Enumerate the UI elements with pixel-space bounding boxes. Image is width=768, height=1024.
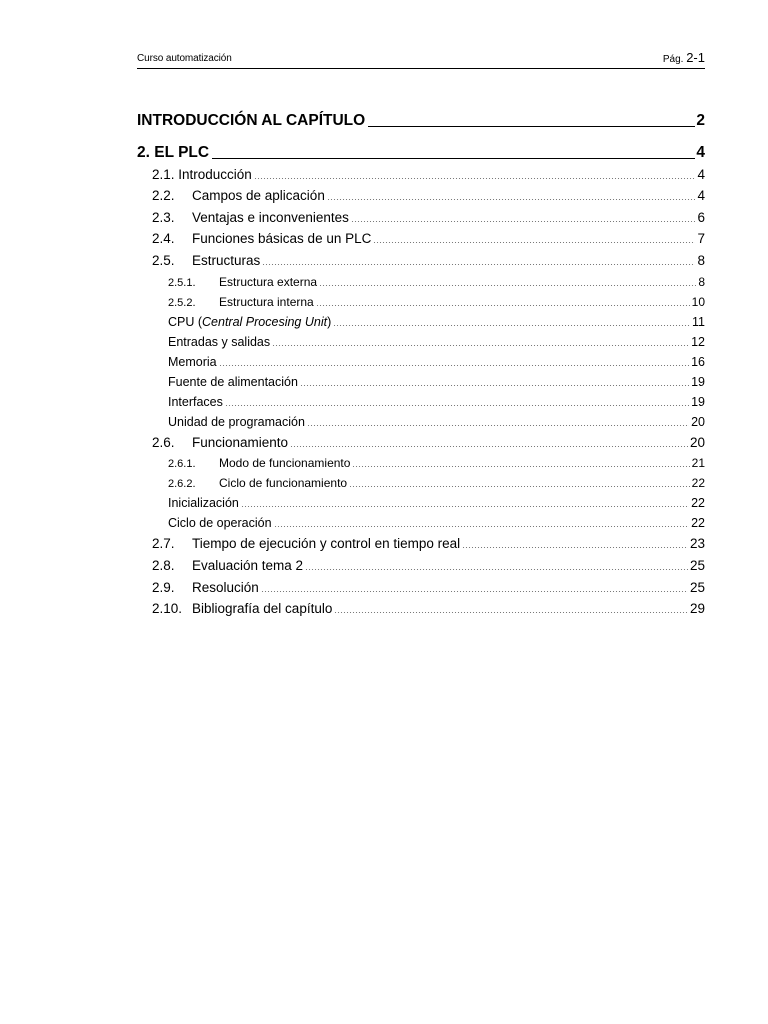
toc-entry-title: Entradas y salidas: [168, 335, 271, 349]
toc-entry-label: [168, 415, 305, 429]
toc-entry-intro-cap[interactable]: [137, 112, 705, 130]
toc-leader-dots: [305, 569, 688, 570]
toc-entry-title-italic: Central Procesing Unit: [202, 315, 328, 329]
toc-entry-title: Funciones básicas de un PLC: [192, 231, 372, 246]
toc-entry-label: [152, 558, 303, 573]
toc-entry-label: [168, 496, 239, 510]
toc-entry-title: Bibliografía del capítulo: [192, 601, 333, 616]
toc-entry-title: Campos de aplicación: [192, 188, 325, 203]
header-page-prefix: Pág.: [662, 54, 687, 65]
toc-entry-s2-5-1[interactable]: [168, 275, 705, 289]
toc-entry-s2-6-2[interactable]: [168, 476, 705, 490]
toc-leader-dots: [300, 385, 689, 386]
toc-entry-number: 2.5.2.: [168, 297, 196, 309]
toc-entry-interfaces[interactable]: [168, 395, 705, 409]
toc-entry-ciclo-op[interactable]: [168, 516, 705, 530]
toc-entry-label: [168, 476, 347, 490]
toc-entry-page: 4: [697, 167, 705, 182]
toc-entry-label: [168, 295, 314, 309]
toc-entry-page: 22: [691, 516, 705, 530]
toc-leader-dots: [261, 591, 688, 592]
toc-leader-dots: [225, 405, 689, 406]
toc-entry-page: 11: [692, 315, 705, 329]
toc-entry-label: [137, 144, 209, 162]
toc-entry-page: 20: [691, 415, 705, 429]
toc-entry-label: [168, 516, 272, 530]
header-course-title: Curso automatización: [137, 53, 232, 64]
toc-entry-page: 19: [691, 395, 705, 409]
toc-entry-label: [152, 231, 371, 246]
toc-entry-number: 2.8.: [152, 558, 175, 573]
toc-entry-title: CPU (: [168, 315, 203, 329]
toc-entry-page: 21: [691, 456, 705, 470]
toc-entry-page: 4: [696, 144, 705, 161]
toc-leader-dots: [241, 506, 689, 507]
toc-entry-title: Fuente de alimentación: [168, 375, 298, 389]
toc-entry-label: [168, 395, 223, 409]
toc-entry-label: [152, 167, 252, 182]
toc-entry-page: 12: [691, 335, 705, 349]
header-page-num: 2-1: [686, 50, 705, 65]
toc-leader-line: [368, 125, 695, 127]
toc-leader-dots: [462, 547, 688, 548]
toc-entry-s2-10[interactable]: [152, 601, 705, 616]
toc-entry-page: 4: [697, 188, 705, 203]
toc-entry-title: 2.1. Introducción: [152, 167, 252, 182]
toc-entry-page: 7: [697, 231, 705, 246]
toc-entry-title: Ciclo de operación: [168, 516, 272, 530]
toc-entry-inicializacion[interactable]: [168, 496, 705, 510]
toc-entry-label: [168, 375, 298, 389]
toc-leader-dots: [290, 446, 688, 447]
toc-entry-number: 2.5.: [152, 253, 175, 268]
toc-entry-page: 25: [689, 580, 705, 595]
toc-leader-dots: [254, 178, 696, 179]
toc-leader-dots: [316, 305, 690, 306]
toc-entry-s2-6-1[interactable]: [168, 456, 705, 470]
toc-entry-title: Evaluación tema 2: [192, 558, 304, 573]
toc-entry-label: [152, 580, 259, 595]
toc-entry-number: 2.6.1.: [168, 458, 196, 470]
toc-entry-s2-3[interactable]: [152, 210, 705, 225]
toc-entry-cpu[interactable]: [168, 315, 705, 329]
toc-entry-page: 8: [698, 275, 705, 289]
toc-entry-page: 23: [689, 536, 705, 551]
toc-entry-el-plc[interactable]: [137, 144, 705, 162]
toc-entry-page: 6: [697, 210, 705, 225]
toc-entry-title: Unidad de programación: [168, 415, 305, 429]
toc-entry-label: [152, 435, 288, 450]
toc-leader-dots: [349, 486, 690, 487]
toc-entry-s2-2[interactable]: [152, 188, 705, 203]
toc-leader-dots: [274, 526, 690, 527]
toc-leader-dots: [333, 325, 690, 326]
toc-leader-dots: [373, 242, 695, 243]
toc-leader-dots: [272, 345, 689, 346]
toc-entry-title: Ciclo de funcionamiento: [219, 476, 348, 490]
toc-entry-page: 2: [696, 112, 705, 129]
toc-entry-title: Memoria: [168, 355, 217, 369]
toc-entry-label: [152, 601, 332, 616]
toc-entry-number: 2.6.: [152, 435, 175, 450]
toc-entry-title: 2. EL PLC: [137, 144, 210, 161]
toc-leader-dots: [219, 365, 689, 366]
toc-entry-fuente[interactable]: [168, 375, 705, 389]
toc-entry-label: [168, 335, 270, 349]
page-header: [137, 50, 705, 69]
toc-entry-label: [137, 112, 365, 130]
toc-entry-title: Estructura interna: [219, 295, 314, 309]
toc-entry-title: Interfaces: [168, 395, 223, 409]
toc-entry-s2-1[interactable]: [152, 167, 705, 182]
toc-entry-s2-4[interactable]: [152, 231, 705, 246]
toc-entry-label: [152, 536, 460, 551]
toc-entry-label: [152, 253, 260, 268]
toc-entry-label: [168, 355, 217, 369]
toc-entry-title-after: ): [327, 315, 332, 329]
toc-leader-dots: [327, 199, 696, 200]
toc-entry-page: 22: [691, 476, 705, 490]
toc-leader-dots: [262, 264, 695, 265]
toc-leader-dots: [319, 285, 696, 286]
toc-entry-number: 2.9.: [152, 580, 175, 595]
toc-entry-title: Inicialización: [168, 496, 239, 510]
toc-entry-page: 10: [691, 295, 705, 309]
toc-leader-dots: [352, 466, 689, 467]
toc-entry-memoria[interactable]: [168, 355, 705, 369]
toc-entry-label: [168, 275, 317, 289]
toc-entry-page: 22: [691, 496, 705, 510]
toc-entry-s2-7[interactable]: [152, 536, 705, 551]
toc-entry-page: 20: [689, 435, 705, 450]
toc-entry-title: Tiempo de ejecución y control en tiempo real: [192, 536, 461, 551]
toc-entry-label: [152, 188, 325, 203]
toc-entry-page: 19: [691, 375, 705, 389]
toc-entry-number: 2.7.: [152, 536, 175, 551]
toc-entry-number: 2.6.2.: [168, 478, 196, 490]
toc-entry-unidad[interactable]: [168, 415, 705, 429]
toc-entry-s2-6[interactable]: [152, 435, 705, 450]
toc-entry-s2-5-2[interactable]: [168, 295, 705, 309]
toc-entry-label: [168, 315, 331, 329]
toc-entry-page: 25: [689, 558, 705, 573]
toc-entry-title: Ventajas e inconvenientes: [192, 210, 349, 225]
toc-entry-s2-5[interactable]: [152, 253, 705, 268]
toc-leader-line: [212, 157, 695, 159]
toc-entry-page: 16: [691, 355, 705, 369]
toc-entry-title: Estructuras: [192, 253, 261, 268]
toc-entry-s2-9[interactable]: [152, 580, 705, 595]
header-page-number: [663, 50, 705, 65]
toc-entry-entradas[interactable]: [168, 335, 705, 349]
toc-entry-label: [168, 456, 350, 470]
toc-entry-title: Resolución: [192, 580, 259, 595]
toc-entry-number: 2.10.: [152, 601, 183, 616]
toc-leader-dots: [307, 425, 689, 426]
toc-entry-number: 2.2.: [152, 188, 175, 203]
toc-entry-number: 2.4.: [152, 231, 175, 246]
toc-entry-label: [152, 210, 349, 225]
toc-entry-number: 2.3.: [152, 210, 175, 225]
toc-entry-s2-8[interactable]: [152, 558, 705, 573]
toc-entry-title: Modo de funcionamiento: [219, 456, 351, 470]
toc-entry-title: Estructura externa: [219, 275, 318, 289]
toc-leader-dots: [351, 221, 696, 222]
toc-entry-page: 29: [689, 601, 705, 616]
toc-entry-page: 8: [697, 253, 705, 268]
toc-entry-title: Funcionamiento: [192, 435, 289, 450]
toc-leader-dots: [334, 612, 688, 613]
toc-entry-number: 2.5.1.: [168, 277, 196, 289]
toc-entry-title: INTRODUCCIÓN AL CAPÍTULO: [137, 112, 366, 129]
